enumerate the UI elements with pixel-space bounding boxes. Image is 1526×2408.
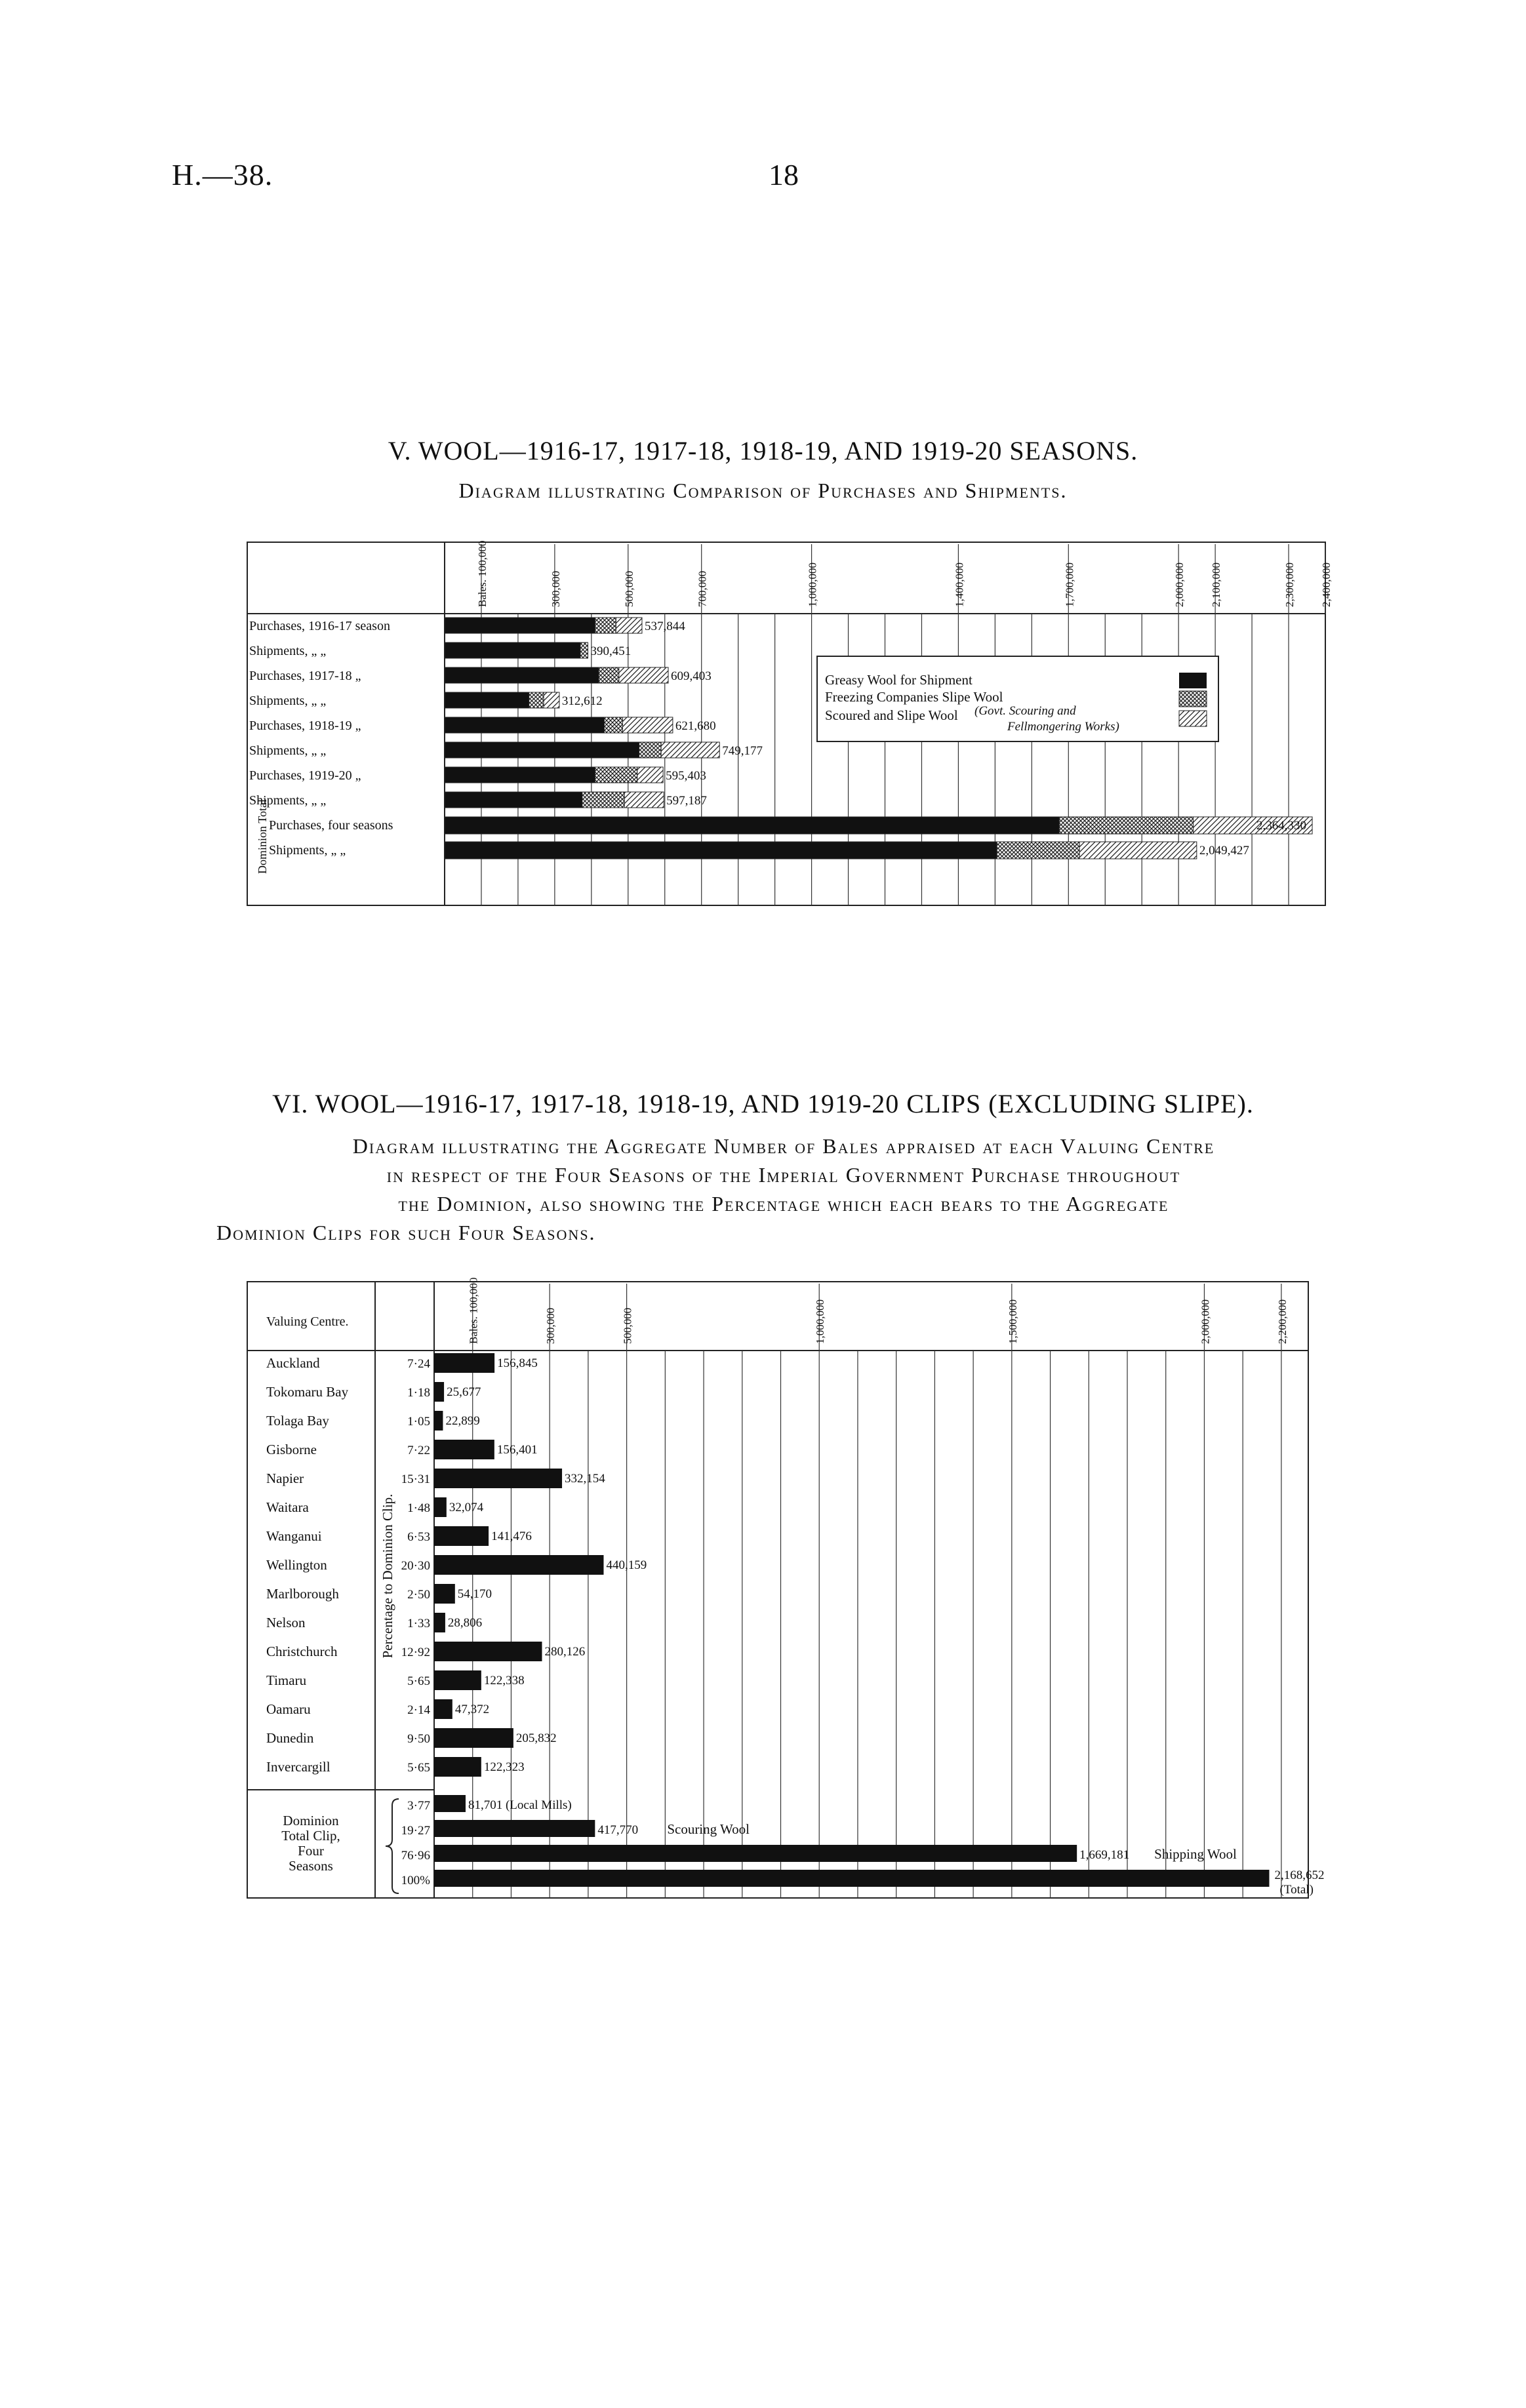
chart-vi-frame <box>247 1282 1308 1898</box>
x-tick-label: 300,000 <box>549 570 562 607</box>
value-label: 312,612 <box>561 694 603 708</box>
x-tick-label: 300,000 <box>544 1307 557 1344</box>
chart-vi-title: VI. WOOL—1916-17, 1917-18, 1918-19, AND 1919-20 CLIPS (EXCLUDING SLIPE). <box>272 1089 1254 1118</box>
legend-scoured-note-b: Fellmongering Works) <box>1007 720 1119 734</box>
table-row <box>401 1820 750 1838</box>
row-label: Shipments, „ „ <box>269 843 346 858</box>
value-label: 2,168,652 <box>1274 1868 1325 1882</box>
bar-segment-greasy <box>445 667 599 683</box>
value-label: 537,844 <box>644 620 685 633</box>
table-row <box>266 1728 557 1748</box>
legend-scoured-label: Scoured and Slipe Wool <box>825 707 958 723</box>
bar <box>434 1555 603 1575</box>
x-tick-label: 2,000,000 <box>1199 1299 1212 1344</box>
bar-segment-greasy <box>445 842 997 859</box>
percentage: 7·24 <box>407 1357 430 1371</box>
group-label-line-4: Seasons <box>289 1858 333 1874</box>
table-row <box>266 1699 489 1719</box>
bar <box>434 1584 455 1604</box>
centre-name: Oamaru <box>266 1701 311 1717</box>
bar-segment-freezing <box>997 842 1079 859</box>
centre-name: Dunedin <box>266 1730 314 1746</box>
bar <box>434 1642 542 1661</box>
table-row <box>266 1670 525 1690</box>
x-tick-label: 1,500,000 <box>1006 1299 1019 1344</box>
bar <box>434 1497 447 1517</box>
table-row <box>266 1382 481 1402</box>
chart-vi-side-label <box>380 1494 395 1659</box>
chart-v <box>247 540 1333 906</box>
chart-vi <box>247 1277 1325 1899</box>
x-tick-label: 500,000 <box>621 1307 634 1344</box>
chart-vi-column-header: Valuing Centre. <box>266 1314 349 1329</box>
percentage: 2·14 <box>407 1703 430 1717</box>
centre-name: Napier <box>266 1470 304 1486</box>
x-tick-label: 1,400,000 <box>953 563 966 607</box>
centre-name: Marlborough <box>266 1586 339 1602</box>
percentage: 3·77 <box>407 1799 430 1813</box>
value-label: 2,364,330 <box>1256 819 1306 833</box>
bar-note: Scouring Wool <box>667 1821 750 1837</box>
centre-name: Wellington <box>266 1557 327 1573</box>
svg-text:Dominion Total: Dominion Total <box>256 799 269 874</box>
bar <box>434 1870 1269 1887</box>
legend-scoured-note-a: (Govt. Scouring and <box>974 704 1076 718</box>
bar <box>434 1382 444 1402</box>
table-row <box>266 1469 605 1488</box>
x-tick-label: 700,000 <box>696 570 709 607</box>
bar <box>434 1526 489 1546</box>
value-label-note: (Total) <box>1279 1883 1314 1897</box>
centre-name: Gisborne <box>266 1442 317 1457</box>
bar-segment-freezing <box>595 618 616 633</box>
bar-note: Shipping Wool <box>1154 1846 1237 1862</box>
value-label: 122,338 <box>483 1674 525 1688</box>
centre-name: Christchurch <box>266 1644 338 1659</box>
table-row <box>266 1757 525 1777</box>
svg-text:Percentage to Dominion Clip.: Percentage to Dominion Clip. <box>380 1493 395 1659</box>
chart-vi-subtitle-line-3: the Dominion, also showing the Percentage which each bears to the Aggregate <box>398 1192 1169 1215</box>
x-tick-label: 2,400,000 <box>1320 563 1333 607</box>
bar-segment-greasy <box>445 792 582 808</box>
legend-freezing-swatch <box>1179 691 1207 707</box>
percentage: 100% <box>401 1874 430 1887</box>
percentage: 1·48 <box>407 1501 430 1515</box>
percentage: 2·50 <box>407 1588 430 1602</box>
percentage: 1·18 <box>407 1386 430 1400</box>
value-label: 122,323 <box>483 1760 525 1774</box>
bar <box>434 1353 494 1373</box>
x-tick-label: 2,300,000 <box>1283 563 1296 607</box>
value-label: 621,680 <box>675 719 716 733</box>
value-label: 156,845 <box>497 1356 538 1370</box>
bar <box>434 1411 443 1431</box>
chart-v-side-label <box>256 799 269 874</box>
bar-segment-scoured <box>544 692 559 708</box>
bar <box>434 1728 513 1748</box>
x-tick-label: 2,100,000 <box>1210 563 1223 607</box>
table-row <box>266 1440 538 1459</box>
bar-segment-greasy <box>445 717 604 733</box>
bar <box>434 1699 452 1719</box>
centre-name: Tolaga Bay <box>266 1413 329 1429</box>
bar <box>434 1820 595 1837</box>
value-label: 1,669,181 <box>1079 1848 1130 1862</box>
x-tick-label: 2,200,000 <box>1275 1299 1289 1344</box>
bar-segment-freezing <box>529 692 544 708</box>
bar <box>434 1670 481 1690</box>
chart-vi-subtitle-line-1: Diagram illustrating the Aggregate Number of Bales appraised at each Valuing Centre <box>352 1134 1215 1158</box>
bar <box>434 1845 1077 1862</box>
value-label: 609,403 <box>671 669 712 683</box>
value-label: 597,187 <box>666 794 707 808</box>
bar-segment-greasy <box>445 817 1059 834</box>
bar <box>434 1613 445 1632</box>
value-label: 141,476 <box>491 1530 532 1543</box>
chart-v-subtitle: Diagram illustrating Comparison of Purchases and Shipments. <box>458 479 1068 502</box>
bar-segment-greasy <box>445 767 595 783</box>
percentage: 15·31 <box>401 1472 430 1486</box>
table-row <box>401 1845 1237 1863</box>
x-tick-label: Bales. 100,000 <box>475 540 489 607</box>
value-label: 156,401 <box>496 1443 538 1457</box>
value-label: 390,451 <box>590 644 632 658</box>
percentage: 7·22 <box>407 1444 430 1457</box>
percentage: 20·30 <box>401 1559 430 1573</box>
row-label: Purchases, 1916-17 season <box>249 619 390 633</box>
page-number: 18 <box>769 158 799 191</box>
x-tick-label: 1,000,000 <box>814 1299 827 1344</box>
value-label: 417,770 <box>597 1823 639 1837</box>
table-row <box>266 1411 480 1431</box>
bar-segment-greasy <box>445 692 529 708</box>
bar-segment-freezing <box>1059 817 1193 834</box>
centre-name: Waitara <box>266 1499 309 1515</box>
table-row <box>266 1613 482 1632</box>
bar-segment-freezing <box>595 767 637 783</box>
value-label: 22,899 <box>445 1414 480 1428</box>
legend-scoured-swatch <box>1179 711 1207 726</box>
x-tick-label: 500,000 <box>622 570 635 607</box>
bar-segment-scoured <box>616 618 642 633</box>
value-label: 205,832 <box>515 1731 557 1745</box>
bar-segment-scoured <box>661 742 719 758</box>
row-label: Purchases, 1919-20 „ <box>249 768 361 783</box>
percentage: 6·53 <box>407 1530 430 1544</box>
table-row <box>266 1555 647 1575</box>
bar <box>434 1757 481 1777</box>
bar <box>434 1795 466 1812</box>
value-label: 28,806 <box>447 1616 483 1630</box>
row-label: Purchases, 1917-18 „ <box>249 669 361 683</box>
bar-segment-freezing <box>582 792 624 808</box>
legend-greasy-label: Greasy Wool for Shipment <box>825 672 973 688</box>
group-label-line-1: Dominion <box>283 1813 339 1828</box>
bar-segment-freezing <box>580 642 588 658</box>
row-label: Shipments, „ „ <box>249 644 327 658</box>
centre-name: Invercargill <box>266 1759 331 1775</box>
x-tick-label: 2,000,000 <box>1173 563 1186 607</box>
value-label: 81,701 (Local Mills) <box>468 1798 572 1812</box>
row-label: Shipments, „ „ <box>249 793 327 808</box>
row-label: Shipments, „ „ <box>249 743 327 758</box>
bar-segment-scoured <box>622 717 672 733</box>
percentage: 5·65 <box>407 1674 430 1688</box>
percentage: 1·33 <box>407 1617 430 1630</box>
legend-freezing-label: Freezing Companies Slipe Wool <box>825 689 1003 705</box>
bar-segment-greasy <box>445 742 639 758</box>
row-label: Purchases, 1918-19 „ <box>249 719 361 733</box>
bar <box>434 1469 562 1488</box>
chart-v-legend <box>817 656 1218 741</box>
value-label: 2,049,427 <box>1199 844 1249 858</box>
bar-segment-greasy <box>445 642 580 658</box>
bar-segment-greasy <box>445 618 595 633</box>
x-tick-label: 1,700,000 <box>1063 563 1076 607</box>
page-reference: H.—38. <box>172 158 273 191</box>
legend-greasy-swatch <box>1179 673 1207 688</box>
value-label: 280,126 <box>544 1645 586 1659</box>
value-label: 54,170 <box>457 1587 492 1601</box>
centre-name: Nelson <box>266 1615 306 1630</box>
value-label: 25,677 <box>447 1385 481 1399</box>
bar-segment-freezing <box>639 742 662 758</box>
table-row <box>266 1353 538 1373</box>
bar-segment-scoured <box>619 667 668 683</box>
chart-vi-group-label <box>281 1813 340 1874</box>
chart-vi-subtitle-line-4: Dominion Clips for such Four Seasons. <box>216 1221 596 1244</box>
value-label: 332,154 <box>565 1472 605 1486</box>
bar <box>434 1440 494 1459</box>
value-label: 595,403 <box>666 769 706 783</box>
centre-name: Auckland <box>266 1355 320 1371</box>
centre-name: Timaru <box>266 1672 307 1688</box>
chart-vi-subtitle <box>216 1132 1351 1247</box>
value-label: 32,074 <box>449 1501 484 1514</box>
value-label: 749,177 <box>722 744 763 758</box>
percentage: 76·96 <box>401 1849 430 1863</box>
x-tick-label: Bales. 100,000 <box>467 1277 480 1344</box>
chart-v-title: V. WOOL—1916-17, 1917-18, 1918-19, AND 1919-20 SEASONS. <box>388 436 1138 465</box>
group-brace <box>386 1799 399 1893</box>
chart-vi-subtitle-line-2: in respect of the Four Seasons of the Imperial Government Purchase throughout <box>386 1163 1181 1187</box>
group-label-line-3: Four <box>298 1843 324 1859</box>
percentage: 19·27 <box>401 1824 430 1838</box>
percentage: 1·05 <box>407 1415 430 1429</box>
percentage: 9·50 <box>407 1732 430 1746</box>
table-row <box>266 1526 532 1546</box>
centre-name: Tokomaru Bay <box>266 1384 349 1400</box>
percentage: 5·65 <box>407 1761 430 1775</box>
table-row <box>266 1642 585 1661</box>
group-label-line-2: Total Clip, <box>281 1828 340 1844</box>
bar-segment-freezing <box>599 667 619 683</box>
table-row <box>401 1868 1325 1897</box>
value-label: 440,159 <box>606 1558 647 1572</box>
bar-segment-freezing <box>604 717 622 733</box>
centre-name: Wanganui <box>266 1528 322 1544</box>
value-label: 47,372 <box>454 1703 490 1716</box>
row-label: Shipments, „ „ <box>249 694 327 708</box>
percentage: 12·92 <box>401 1646 430 1659</box>
table-row <box>407 1795 572 1813</box>
bar-segment-scoured <box>637 767 663 783</box>
row-label: Purchases, four seasons <box>269 818 393 833</box>
x-tick-label: 1,000,000 <box>806 563 819 607</box>
bar-segment-scoured <box>624 792 664 808</box>
bar-segment-scoured <box>1079 842 1197 859</box>
